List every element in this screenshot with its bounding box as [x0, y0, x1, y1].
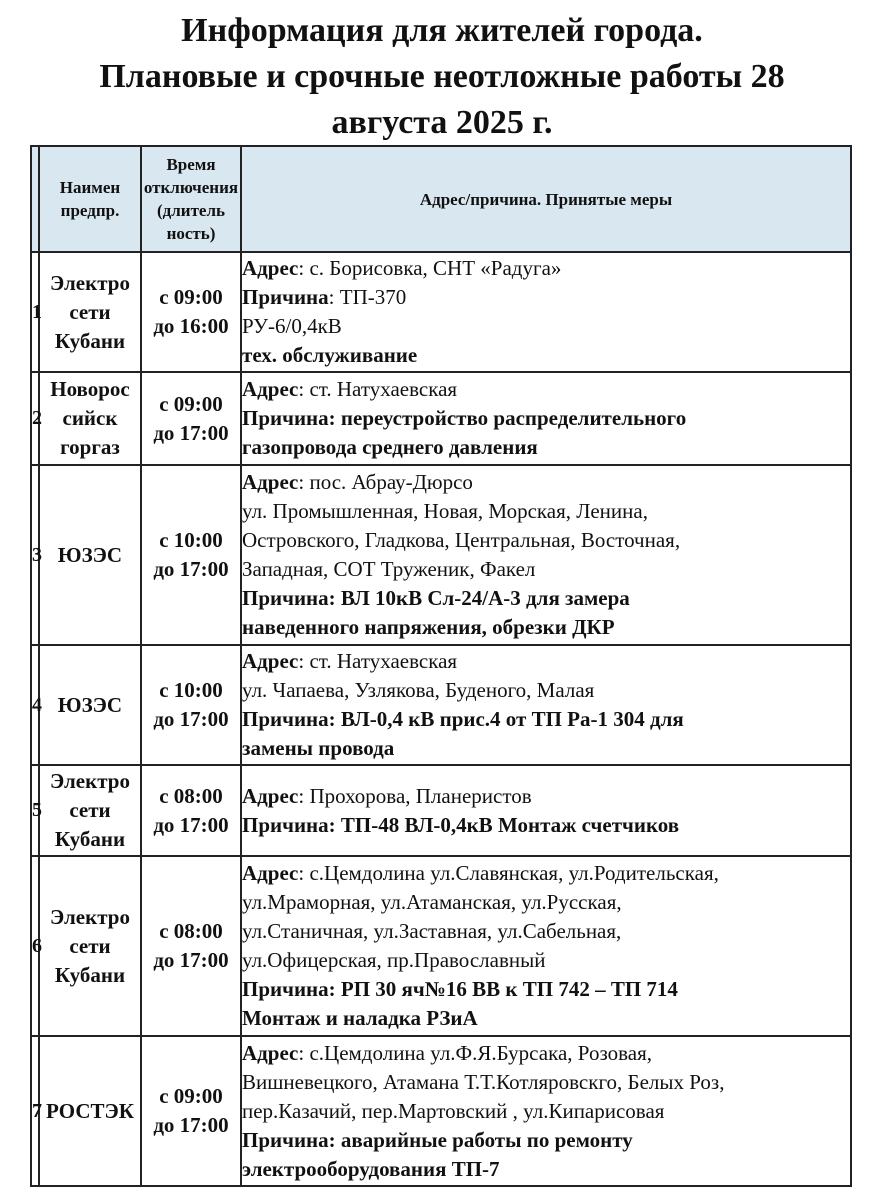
reason-label: Причина — [242, 812, 329, 837]
reason-text: тех. обслуживание — [242, 343, 418, 367]
time-from: с 08:00 — [159, 783, 223, 808]
title-line-3: августа 2025 г. — [331, 104, 553, 141]
time-to: до 17:00 — [153, 1113, 229, 1137]
address-text: Западная, СОТ Труженик, Факел — [242, 557, 536, 581]
address-text: ул.Офицерская, пр.Православный — [242, 948, 546, 972]
organization: РОСТЭК — [39, 1036, 141, 1186]
address-label: Адрес — [242, 256, 299, 280]
address-label: Адрес — [242, 649, 299, 673]
address-label: Адрес — [242, 377, 299, 401]
reason-text: замены провода — [242, 736, 395, 760]
row-number: 3 — [31, 465, 39, 645]
organization: ЮЗЭС — [39, 645, 141, 765]
outage-time — [141, 372, 241, 465]
address-label: Адрес — [242, 861, 299, 885]
row-number: 7 — [31, 1036, 39, 1186]
address-text: : ст. Натухаевская — [298, 649, 458, 673]
organization: Электро сети Кубани — [39, 856, 141, 1036]
address-text: Вишневецкого, Атамана Т.Т.Котляровскго, Белых Роз, — [242, 1069, 725, 1094]
title-line-1: Информация для жителей города. — [181, 12, 703, 49]
address-reason — [241, 252, 851, 372]
reason-text: : ВЛ-0,4 кВ прис.4 от ТП Ра-1 304 для — [328, 707, 684, 731]
time-to: до 17:00 — [153, 948, 229, 972]
table-row — [31, 765, 851, 856]
address-text: : Прохорова, Планеристов — [298, 783, 532, 808]
reason-label: Причина — [242, 285, 329, 309]
header-num — [31, 146, 39, 252]
row-number: 4 — [31, 645, 39, 765]
outage-time — [141, 765, 241, 856]
header-info: Адрес/причина. Принятые меры — [241, 146, 851, 252]
reason-text: : РП 30 яч№16 ВВ к ТП 742 – ТП 714 — [328, 977, 678, 1001]
address-label: Адрес — [242, 1040, 299, 1065]
row-number: 6 — [31, 856, 39, 1036]
reason-text: газопровода среднего давления — [242, 435, 538, 459]
time-to: до 17:00 — [153, 557, 229, 581]
reason-text: : ВЛ 10кВ Сл-24/А-3 для замера — [328, 586, 630, 610]
address-text: ул. Чапаева, Узлякова, Буденого, Малая — [242, 678, 595, 702]
time-from: с 10:00 — [159, 528, 223, 552]
table-row — [31, 372, 851, 465]
reason-label: Причина — [242, 586, 329, 610]
address-reason — [241, 1036, 851, 1186]
address-reason — [241, 645, 851, 765]
table-header-row — [31, 146, 851, 252]
reason-text: : переустройство распределительного — [328, 406, 687, 430]
reason-label: Причина — [242, 406, 329, 430]
address-label: Адрес — [242, 470, 299, 494]
table-row — [31, 465, 851, 645]
reason-text: : ТП-48 ВЛ-0,4кВ Монтаж счетчиков — [328, 812, 680, 837]
row-number: 1 — [31, 252, 39, 372]
organization: Электро сети Кубани — [39, 252, 141, 372]
table-row — [31, 645, 851, 765]
time-from: с 09:00 — [159, 1084, 223, 1108]
row-number: 5 — [31, 765, 39, 856]
reason-text: наведенного напряжения, обрезки ДКР — [242, 615, 615, 639]
time-from: с 08:00 — [159, 919, 223, 943]
address-text: ул. Промышленная, Новая, Морская, Ленина, — [242, 499, 648, 523]
address-text: пер.Казачий, пер.Мартовский , ул.Кипарисовая — [242, 1098, 665, 1123]
time-to: до 17:00 — [153, 812, 229, 837]
reason-text: электрооборудования ТП-7 — [242, 1156, 500, 1181]
table-row — [31, 1036, 851, 1186]
organization: Новорос сийск горгаз — [39, 372, 141, 465]
header-org: Наимен предпр. — [39, 146, 141, 252]
time-from: с 10:00 — [159, 678, 223, 702]
time-from: с 09:00 — [159, 391, 223, 416]
organization: Электро сети Кубани — [39, 765, 141, 856]
address-text: : с.Цемдолина ул.Ф.Я.Бурсака, Розовая, — [298, 1040, 652, 1065]
address-reason — [241, 765, 851, 856]
time-to: до 17:00 — [153, 707, 229, 731]
time-to: до 16:00 — [153, 314, 229, 338]
outage-time — [141, 645, 241, 765]
reason-label: Причина — [242, 977, 329, 1001]
address-text: Островского, Гладкова, Центральная, Восточная, — [242, 528, 681, 552]
header-time: Время отключения (длитель ность) — [141, 146, 241, 252]
works-table — [30, 145, 852, 1187]
reason-text: РУ-6/0,4кВ — [242, 314, 342, 338]
reason-label: Причина — [242, 707, 329, 731]
address-label: Адрес — [242, 783, 299, 808]
outage-time — [141, 856, 241, 1036]
outage-time — [141, 252, 241, 372]
address-reason — [241, 465, 851, 645]
table-row — [31, 856, 851, 1036]
reason-label: Причина — [242, 1127, 329, 1152]
address-text: : пос. Абрау-Дюрсо — [298, 470, 473, 494]
outage-time — [141, 1036, 241, 1186]
reason-text: : ТП-370 — [328, 285, 407, 309]
time-to: до 17:00 — [153, 420, 229, 445]
address-reason — [241, 856, 851, 1036]
table-row — [31, 252, 851, 372]
reason-text: : аварийные работы по ремонту — [328, 1127, 633, 1152]
reason-text: Монтаж и наладка РЗиА — [242, 1006, 478, 1030]
address-text: ул.Станичная, ул.Заставная, ул.Сабельная, — [242, 919, 622, 943]
address-text: : с. Борисовка, СНТ «Радуга» — [298, 256, 562, 280]
organization: ЮЗЭС — [39, 465, 141, 645]
address-text: ул.Мраморная, ул.Атаманская, ул.Русская, — [242, 890, 622, 914]
page-title — [0, 8, 884, 146]
address-reason — [241, 372, 851, 465]
outage-time — [141, 465, 241, 645]
time-from: с 09:00 — [159, 285, 223, 309]
row-number: 2 — [31, 372, 39, 465]
address-text: : с.Цемдолина ул.Славянская, ул.Родительская, — [298, 861, 719, 885]
title-line-2: Плановые и срочные неотложные работы 28 — [99, 58, 785, 95]
address-text: : ст. Натухаевская — [298, 377, 458, 401]
